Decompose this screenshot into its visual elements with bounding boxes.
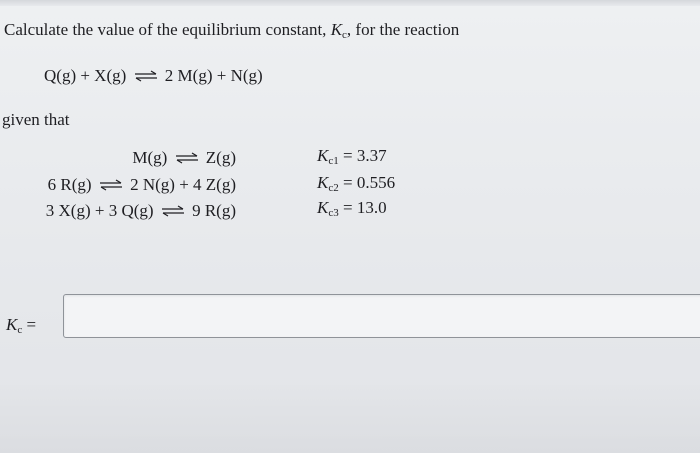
page-bottom-shade bbox=[0, 380, 700, 453]
equilibrium-arrow-icon bbox=[175, 149, 199, 169]
k-subscript: c1 bbox=[328, 155, 339, 167]
equilibrium-constant-1 bbox=[317, 146, 387, 167]
reaction-right: 2 N(g) + 4 Z(g) bbox=[130, 175, 236, 194]
reaction-right: Z(g) bbox=[205, 148, 236, 167]
reaction-right: 9 R(g) bbox=[192, 201, 236, 220]
k-subscript: c3 bbox=[328, 207, 339, 219]
kc-symbol: K bbox=[6, 315, 18, 334]
kc-symbol: K bbox=[330, 20, 343, 39]
target-reaction bbox=[44, 66, 263, 87]
question-text bbox=[4, 20, 459, 41]
reaction-left: 6 R(g) bbox=[47, 175, 92, 194]
k-value: = 3.37 bbox=[342, 146, 387, 165]
question-prefix: Calculate the value of the equilibrium constant, bbox=[4, 20, 331, 39]
k-value: = 13.0 bbox=[342, 198, 387, 217]
given-reaction-3 bbox=[46, 201, 236, 222]
kc-subscript: c bbox=[342, 29, 347, 41]
equals-sign: = bbox=[22, 315, 37, 334]
k-value: = 0.556 bbox=[342, 173, 396, 192]
question-suffix: , for the reaction bbox=[346, 20, 460, 39]
reaction-left: 3 X(g) + 3 Q(g) bbox=[45, 201, 154, 220]
k-symbol: K bbox=[317, 146, 329, 165]
reaction-left: Q(g) + X(g) bbox=[44, 66, 127, 85]
given-text: given that bbox=[2, 110, 70, 129]
k-subscript: c2 bbox=[328, 182, 339, 194]
given-reaction-1 bbox=[132, 148, 236, 169]
kc-answer-input[interactable] bbox=[63, 294, 700, 338]
equilibrium-constant-3 bbox=[317, 198, 387, 219]
answer-label bbox=[6, 315, 36, 336]
equilibrium-constant-2 bbox=[317, 173, 395, 194]
given-reaction-2 bbox=[48, 175, 236, 196]
page-top-edge bbox=[0, 0, 700, 6]
equilibrium-arrow-icon bbox=[99, 176, 123, 196]
equilibrium-arrow-icon bbox=[161, 202, 185, 222]
reaction-right: 2 M(g) + N(g) bbox=[164, 66, 263, 85]
kc-subscript: c bbox=[17, 324, 23, 336]
k-symbol: K bbox=[317, 198, 329, 217]
k-symbol: K bbox=[317, 173, 329, 192]
reaction-left: M(g) bbox=[132, 148, 168, 167]
equilibrium-arrow-icon bbox=[134, 67, 158, 87]
